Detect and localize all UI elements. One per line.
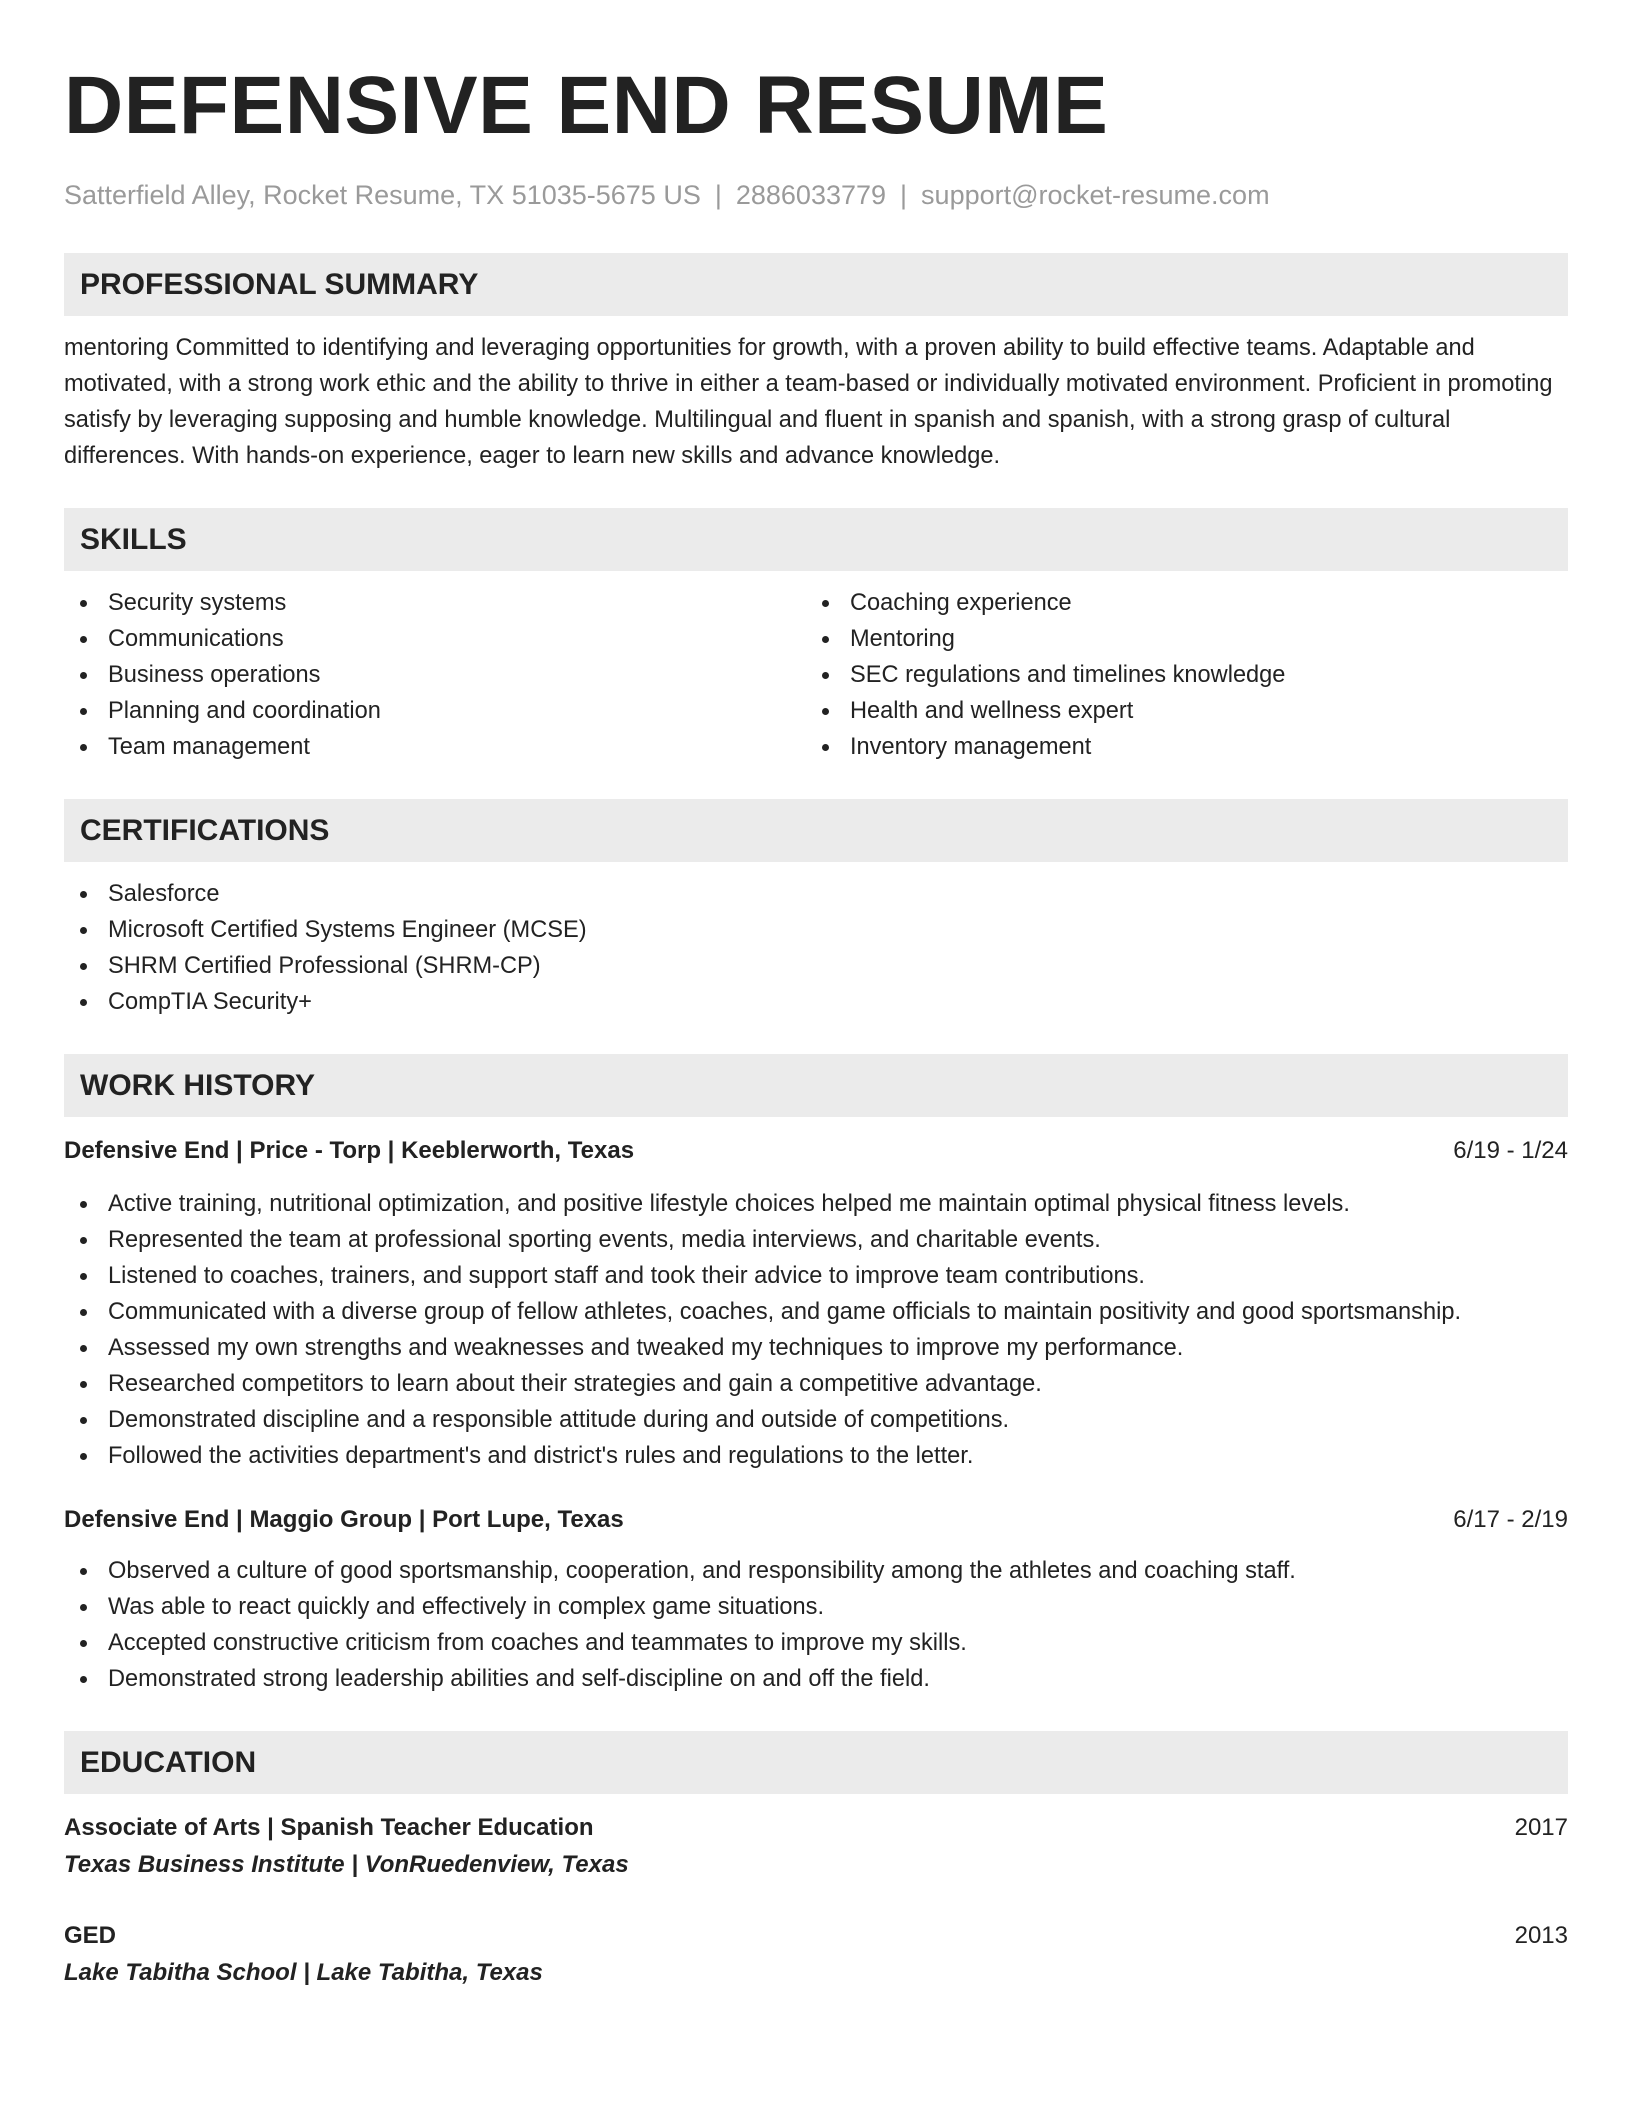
contact-phone: 2886033779 (735, 180, 887, 210)
certifications-list (64, 876, 1568, 1020)
section-header-education: EDUCATION (64, 1731, 1568, 1794)
section-header-certifications: CERTIFICATIONS (64, 799, 1568, 862)
skill-item: Security systems (64, 585, 806, 621)
contact-line (64, 178, 1568, 212)
job-bullets (64, 1553, 1568, 1697)
section-header-work-history: WORK HISTORY (64, 1054, 1568, 1117)
job-bullet: Demonstrated strong leadership abilities and self-discipline on and off the field. (64, 1661, 1568, 1697)
skills-grid (64, 585, 1568, 765)
section-header-summary: PROFESSIONAL SUMMARY (64, 253, 1568, 316)
education-header (64, 1810, 1568, 1846)
education-entry (64, 1810, 1568, 1884)
job-bullets (64, 1186, 1568, 1474)
certification-item: Salesforce (64, 876, 1568, 912)
job-bullet: Communicated with a diverse group of fellow athletes, coaches, and game officials to maintain positivity and good sportsmanship. (64, 1294, 1568, 1330)
skill-item: Mentoring (806, 621, 1548, 657)
contact-separator: | (900, 180, 908, 210)
skill-item: Business operations (64, 657, 806, 693)
skill-item: Planning and coordination (64, 693, 806, 729)
education-school: Lake Tabitha School | Lake Tabitha, Texas (64, 1959, 543, 1986)
education-degree: GED (64, 1922, 117, 1949)
contact-address: Satterfield Alley, Rocket Resume, TX 51035-5675 US (64, 180, 701, 210)
education-header (64, 1918, 1568, 1954)
resume-page (64, 0, 1568, 1992)
skill-item: Inventory management (806, 729, 1548, 765)
skill-item: Team management (64, 729, 806, 765)
skill-item: Coaching experience (806, 585, 1548, 621)
skills-list-right (806, 585, 1548, 765)
job-header (64, 1502, 1568, 1538)
job-bullet: Demonstrated discipline and a responsible attitude during and outside of competitions. (64, 1402, 1568, 1438)
section-header-skills: SKILLS (64, 508, 1568, 571)
education-year: 2017 (1514, 1814, 1568, 1841)
education-year: 2013 (1514, 1922, 1568, 1949)
job-bullet: Accepted constructive criticism from coaches and teammates to improve my skills. (64, 1625, 1568, 1661)
job-bullet: Was able to react quickly and effectively in complex game situations. (64, 1589, 1568, 1625)
job-dates: 6/17 - 2/19 (1453, 1506, 1568, 1533)
job-title: Defensive End | Maggio Group | Port Lupe, Texas (64, 1506, 624, 1533)
certification-item: Microsoft Certified Systems Engineer (MCSE) (64, 912, 1568, 948)
certification-item: SHRM Certified Professional (SHRM-CP) (64, 948, 1568, 984)
contact-separator: | (714, 180, 722, 210)
job-bullet: Researched competitors to learn about their strategies and gain a competitive advantage. (64, 1366, 1568, 1402)
job-title: Defensive End | Price - Torp | Keeblerworth, Texas (64, 1137, 635, 1164)
job-bullet: Observed a culture of good sportsmanship, cooperation, and responsibility among the athletes and coaching staff. (64, 1553, 1568, 1589)
job-entry (64, 1133, 1568, 1474)
skill-item: SEC regulations and timelines knowledge (806, 657, 1548, 693)
education-school: Texas Business Institute | VonRuedenview, Texas (64, 1851, 629, 1878)
education-entry (64, 1918, 1568, 1992)
job-bullet: Active training, nutritional optimization, and positive lifestyle choices helped me maintain optimal physical fitness levels. (64, 1186, 1568, 1222)
job-header (64, 1133, 1568, 1169)
resume-title: DEFENSIVE END RESUME (64, 60, 1109, 151)
contact-email: support@rocket-resume.com (921, 180, 1270, 210)
job-bullet: Assessed my own strengths and weaknesses and tweaked my techniques to improve my performance. (64, 1330, 1568, 1366)
certification-item: CompTIA Security+ (64, 984, 1568, 1020)
job-dates: 6/19 - 1/24 (1453, 1137, 1568, 1164)
skills-list-left (64, 585, 806, 765)
skill-item: Health and wellness expert (806, 693, 1548, 729)
summary-text: mentoring Committed to identifying and leveraging opportunities for growth, with a proven ability to build effective teams. Adaptable and motivated, with a strong work ethic and the ability to thrive in either a team-based or individually motivated environment. Proficient in promoting satisfy by leveraging supposing and humble knowledge. Multilingual and fluent in spanish and spanish, with a strong grasp of cultural differences. With hands-on experience, eager to learn new skills and advance knowledge. (64, 335, 1553, 469)
job-bullet: Followed the activities department's and district's rules and regulations to the letter. (64, 1438, 1568, 1474)
job-entry (64, 1502, 1568, 1697)
education-degree: Associate of Arts | Spanish Teacher Education (64, 1814, 594, 1841)
skill-item: Communications (64, 621, 806, 657)
job-bullet: Represented the team at professional sporting events, media interviews, and charitable events. (64, 1222, 1568, 1258)
job-bullet: Listened to coaches, trainers, and support staff and took their advice to improve team contributions. (64, 1258, 1568, 1294)
